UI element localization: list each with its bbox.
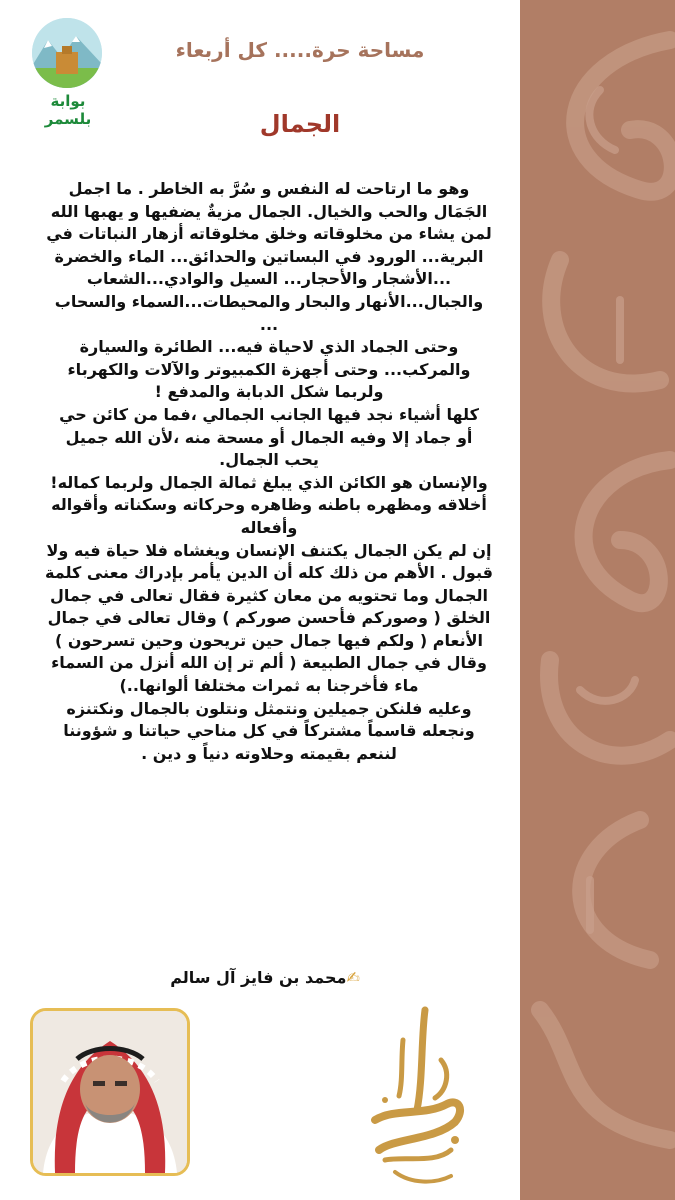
article-line: وحتى الجماد الذي لاحياة فيه... الطائرة والسيارة	[79, 337, 459, 357]
article-line: ونجعله قاسماً مشتركاً في كل مناحي حياتنا و شؤوننا	[63, 721, 475, 741]
article-title: الجمال	[259, 110, 341, 138]
ramadan-calligraphy-icon	[355, 1000, 475, 1190]
article-line: الأنعام ( ولكم فيها جمال حين تريحون وحين تسرحون )	[55, 630, 483, 650]
article-line: والإنسان هو الكائن الذي يبلغ ثمالة الجمال ولربما كماله!	[50, 472, 488, 492]
author-name: محمد بن فايز آل سالم	[170, 968, 347, 987]
article-line: البرية... الورود في البساتين والحدائق... الماء والخضرة	[54, 246, 484, 266]
article-line: وقال في جمال الطبيعة ( ألم تر إن الله أنزل من السماء	[51, 653, 487, 673]
article-line: لمن يشاء من مخلوقاته وخلق مخلوقاته أزهار النباتات في	[46, 224, 492, 244]
article-line: ولربما شكل الدبابة والمدفع !	[154, 382, 384, 402]
article-line: والجبال...الأنهار والبحار والمحيطات...السماء والسحاب	[54, 291, 484, 311]
article-line: إن لم يكن الجمال يكتنف الإنسان ويغشاه فلا حياة فيه ولا	[46, 540, 492, 560]
article-body	[26, 178, 512, 765]
calligraphy-pattern	[520, 0, 675, 1200]
article-line: قبول . الأهم من ذلك كله أن الدين يأمر بإدراك معنى كلمة	[45, 563, 493, 583]
writing-hand-icon: ✍	[346, 968, 360, 987]
article-line: والمركب... وحتى أجهزة الكمبيوتر والآلات والكهرباء	[67, 359, 471, 379]
article-line: الجَمَال والحب والخيال. الجمال مزيةٌ يضفيها و يهبها الله	[50, 201, 488, 221]
author-photo	[30, 1008, 190, 1176]
article-line: وهو ما ارتاحت له النفس و سُرَّ به الخاطر . ما اجمل	[68, 179, 470, 198]
article-line: وعليه فلنكن جميلين ونتمثل ونتلون بالجمال ونكتنزه	[66, 698, 472, 718]
article-line: يحب الجمال.	[219, 450, 319, 470]
article-line: الخلق ( وصوركم فأحسن صوركم ) وقال تعالى في جمال	[47, 608, 491, 628]
logo-emblem-icon	[32, 18, 102, 88]
article-line: وأفعاله	[240, 517, 298, 537]
article-line: لننعم بقيمته وحلاوته دنياً و دين .	[141, 743, 397, 763]
article-line: أو جماد إلا وفيه الجمال أو مسحة منه ،لأن الله جميل	[65, 427, 473, 447]
site-logo[interactable]	[28, 18, 108, 128]
section-title: مساحة حرة..... كل أربعاء	[175, 38, 425, 62]
article-line: ماء فأخرجنا به ثمرات مختلفا ألوانها..)	[119, 676, 419, 696]
decorative-side-panel	[520, 0, 675, 1200]
author-portrait-icon	[33, 1011, 187, 1173]
article-line: ...	[259, 314, 279, 334]
article-line: كلها أشياء نجد فيها الجانب الجمالي ،فما من كائن حي	[59, 404, 479, 424]
article-line: أخلاقه ومظهره باطنه وظاهره وحركاته وسكناته وأقواله	[51, 495, 487, 515]
article-line: الجمال وما تحتويه من معان كثيرة فقال تعالى في جمال	[49, 585, 489, 605]
logo-text: بوابة بلسمر	[44, 92, 92, 128]
article-line: ...الأشجار والأحجار... السيل والوادي...الشعاب	[86, 269, 452, 289]
author-signature	[150, 968, 380, 987]
